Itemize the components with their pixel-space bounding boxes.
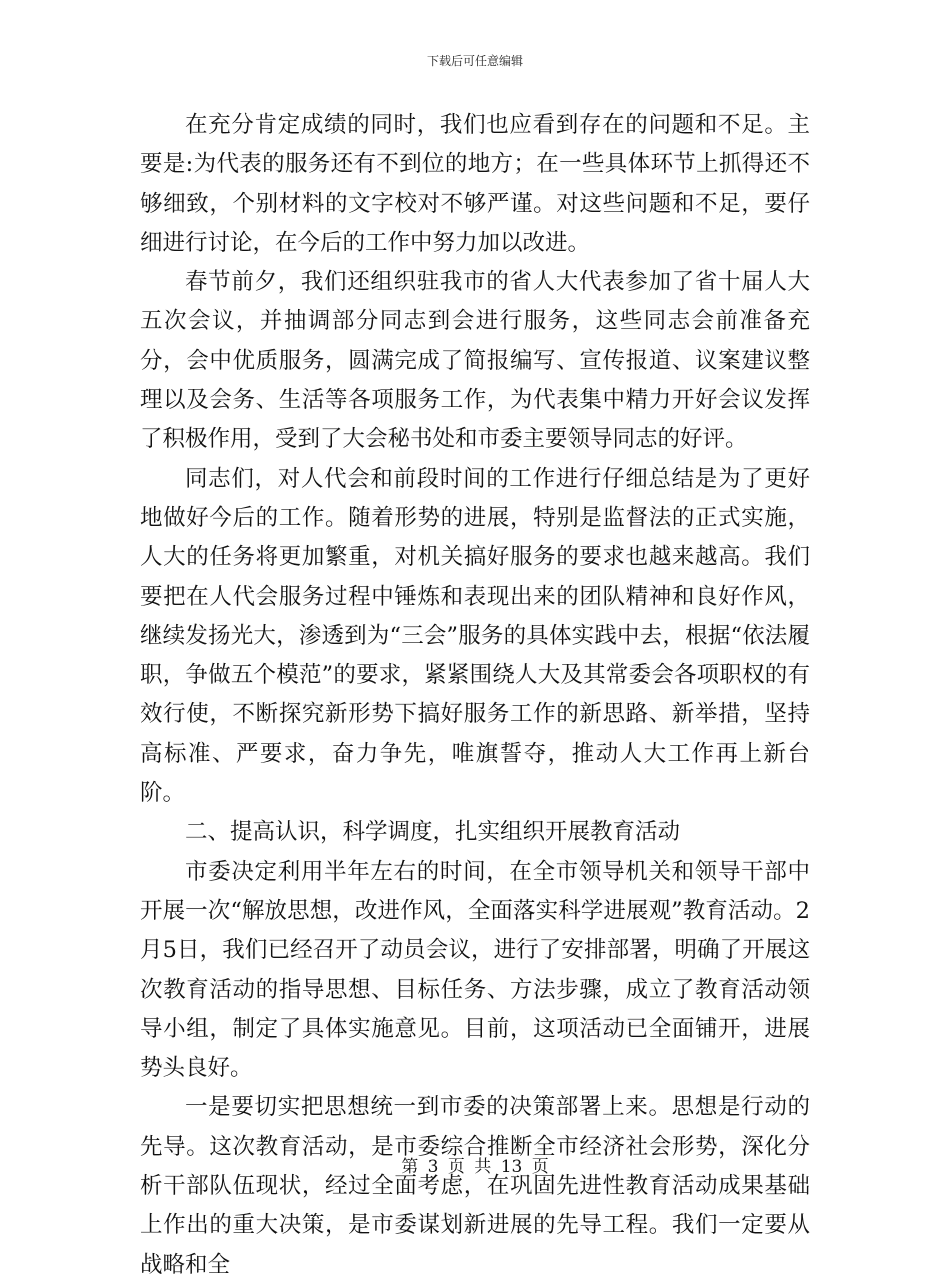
- paragraph-comrades: 同志们，对人代会和前段时间的工作进行仔细总结是为了更好地做好今后的工作。随着形势的进展，特别是监督法的正式实施，人大的任务将更加繁重，对机关搞好服务的要求也越来越高。我们要把在人代会服务过程中锤炼和表现出来的团队精神和良好作风，继续发扬光大，渗透到为“三会”服务的具体实践中去，根据“依法履职，争做五个模范”的要求，紧紧围绕人大及其常委会各项职权的有效行使，不断探究新形势下搞好服务工作的新思路、新举措，坚持高标准、严要求，奋力争先，唯旗誓夺，推动人大工作再上新台阶。: [140, 465, 810, 807]
- paragraph-spring-festival: 春节前夕，我们还组织驻我市的省人大代表参加了省十届人大五次会议，并抽调部分同志到会进行服务，这些同志会前准备充分，会中优质服务，圆满完成了简报编写、宣传报道、议案建议整理以及会务、生活等各项服务工作，为代表集中精力开好会议发挥了积极作用，受到了大会秘书处和市委主要领导同志的好评。: [140, 269, 810, 453]
- section-heading: 二、提高认识，科学调度，扎实组织开展教育活动: [185, 819, 681, 846]
- document-body: [140, 106, 810, 1285]
- paragraph-point-one: 一是要切实把思想统一到市委的决策部署上来。思想是行动的先导。这次教育活动，是市委综合推断全市经济社会形势，深化分析干部队伍现状，经过全面考虑，在巩固先进性教育活动成果基础上作出的重大决策，是市委谋划新进展的先导工程。我们一定要从战略和全: [140, 1094, 810, 1278]
- paragraph-problems: 在充分肯定成绩的同时，我们也应看到存在的问题和不足。主要是:为代表的服务还有不到位的地方；在一些具体环节上抓得还不够细致，个别材料的文字校对不够严谨。对这些问题和不足，要仔细进行讨论，在今后的工作中努力加以改进。: [140, 112, 810, 256]
- page-header: 下载后可任意编辑: [426, 54, 523, 68]
- page-footer: 第 3 页 共 13 页: [401, 1157, 549, 1177]
- paragraph-education-campaign: 市委决定利用半年左右的时间，在全市领导机关和领导干部中开展一次“解放思想，改进作风，全面落实科学进展观”教育活动。2月5日，我们已经召开了动员会议，进行了安排部署，明确了开展这次教育活动的指导思想、目标任务、方法步骤，成立了教育活动领导小组，制定了具体实施意见。目前，这项活动已全面铺开，进展势头良好。: [140, 858, 810, 1082]
